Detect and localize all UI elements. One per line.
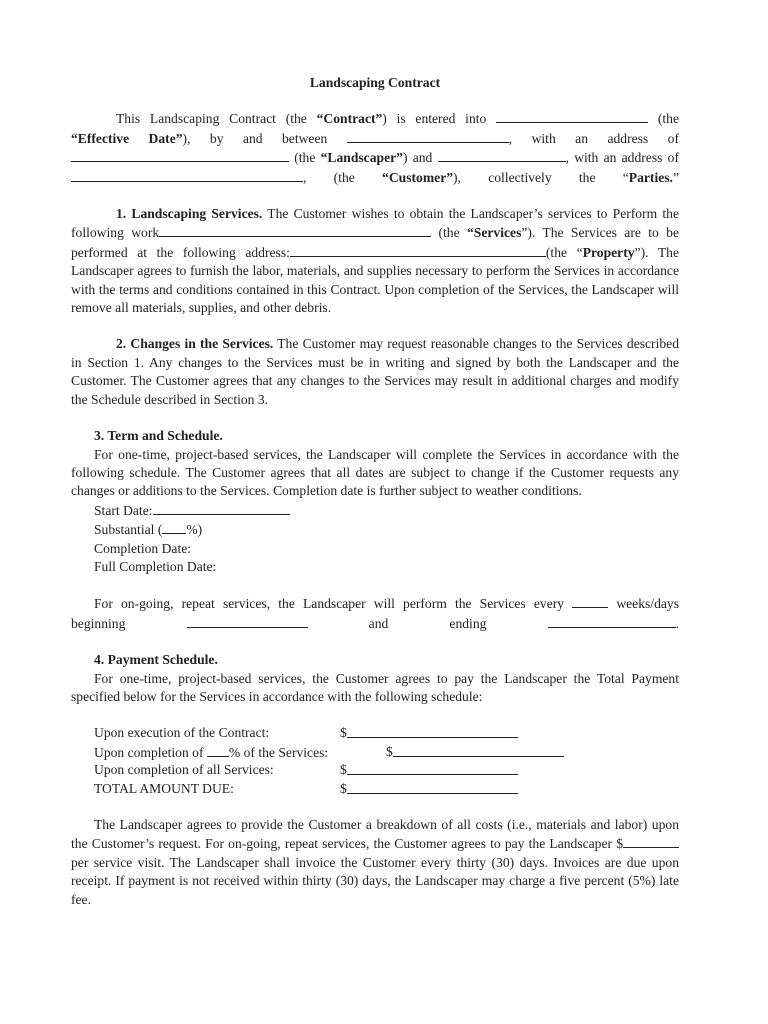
amount-field[interactable] <box>393 743 564 757</box>
payment-label <box>94 743 386 761</box>
section-heading: 2. Changes in the Services. <box>116 336 274 352</box>
start-date-label: Start Date: <box>94 502 153 518</box>
customer-term: “Customer” <box>382 169 454 185</box>
substantial-percent-field[interactable] <box>162 520 186 534</box>
section-heading: 3. Term and Schedule. <box>94 428 223 444</box>
section-1 <box>71 205 679 317</box>
amount-field[interactable] <box>347 761 518 775</box>
frequency-field[interactable] <box>572 594 608 608</box>
landscaper-term: “Landscaper” <box>320 150 403 166</box>
start-date-field[interactable] <box>153 501 290 515</box>
ongoing-text: For on-going, repeat services, the Landscaper will perform the Services every <box>94 596 565 612</box>
closing-text: The Landscaper agrees to provide the Customer a breakdown of all costs (i.e., materials and labor) upon the Customer’s request. For on-going, repeat services, the Customer agrees to pay the Landscaper $ <box>71 816 679 852</box>
intro-text: of <box>667 150 679 166</box>
property-address-field[interactable] <box>290 243 546 257</box>
payment-label-text: Upon completion of <box>94 744 204 760</box>
work-description-field[interactable] <box>159 223 431 237</box>
currency-symbol: $ <box>340 762 347 778</box>
ongoing-text: and ending <box>368 615 487 631</box>
payment-label: Upon execution of the Contract: <box>94 725 270 741</box>
substantial-label: Substantial ( <box>94 522 163 538</box>
percent-field[interactable] <box>207 743 229 757</box>
payment-label: TOTAL AMOUNT DUE: <box>94 780 234 796</box>
section-2 <box>71 335 679 409</box>
payment-row <box>71 743 679 761</box>
section-heading: 4. Payment Schedule. <box>94 652 218 668</box>
services-term: “Services <box>467 225 522 241</box>
customer-address-field[interactable] <box>71 168 303 182</box>
per-visit-amount-field[interactable] <box>623 834 679 848</box>
section-text: The Customer may request reasonable changes to the Services described in Section 1. Any changes to the Services must be in writing and signed by both the Landscaper and the Customer. The Customer agrees that any changes to the Services may result in additional charges and modify the Schedule described in Section 3. <box>71 336 679 407</box>
start-date-row <box>71 501 679 520</box>
effective-date-term: “Effective Date” <box>71 130 183 146</box>
contract-document <box>71 74 679 909</box>
payment-label: Upon completion of all Services: <box>94 762 274 778</box>
beginning-date-field[interactable] <box>187 614 308 628</box>
intro-paragraph <box>71 109 679 187</box>
intro-text: ), collectively the “ <box>453 169 629 185</box>
section-text: (the “ <box>545 244 583 260</box>
amount-field[interactable] <box>347 724 518 738</box>
section-text: The Customer wishes to obtain the Landscaper’s services to Perform the following work <box>71 206 679 241</box>
effective-date-field[interactable] <box>496 109 648 123</box>
payment-row <box>71 761 679 779</box>
intro-text: ” <box>672 169 679 185</box>
intro-text: ) and <box>402 150 433 166</box>
intro-text: ), by and between <box>182 130 328 146</box>
section-text: ”). The Landscaper agrees to furnish the labor, materials, and supplies necessary to perform the Services in accordance with the terms and conditions contained in this Contract. Upon completion of the Services, the Landscaper will remove all materials, supplies, and other debris. <box>71 244 680 316</box>
currency-symbol: $ <box>340 725 347 741</box>
currency-symbol: $ <box>340 780 347 796</box>
payment-row <box>71 780 679 798</box>
closing-paragraph <box>71 816 679 909</box>
ongoing-text: weeks/days <box>608 596 679 612</box>
parties-term: Parties. <box>628 169 673 185</box>
ongoing-services-paragraph <box>71 594 679 633</box>
intro-text: , (the <box>303 169 383 185</box>
amount-field[interactable] <box>347 780 518 794</box>
section-text: For one-time, project-based services, the Landscaper will complete the Services in accordance with the following schedule. The Customer agrees that all dates are subject to change if the Customer requests any changes or additions to the Services. Completion date is further subject to weather conditions. <box>71 446 679 499</box>
intro-text: , with an address of <box>508 130 679 146</box>
landscaper-name-field[interactable] <box>347 129 509 143</box>
intro-text: (the <box>294 150 321 166</box>
substantial-label: %) <box>186 522 203 538</box>
section-text: (the <box>431 225 467 241</box>
currency-symbol: $ <box>386 743 393 759</box>
intro-text: , with an address <box>565 150 663 166</box>
ongoing-text: beginning <box>71 615 126 631</box>
contract-term: “Contract” <box>316 111 383 127</box>
property-term: Property <box>582 244 635 260</box>
substantial-row <box>71 520 679 539</box>
section-text: ”). The Services are to be performed at the following address: <box>71 225 680 260</box>
section-3 <box>71 427 679 633</box>
section-text: For one-time, project-based services, the Customer agrees to pay the Landscaper the Total Payment specified below for the Services in accordance with the following schedule: <box>71 670 679 704</box>
landscaper-address-field[interactable] <box>71 148 289 162</box>
ongoing-text: . <box>675 615 679 631</box>
payment-label-text: % of the Services: <box>228 744 329 760</box>
full-completion-date-label: Full Completion Date: <box>94 558 217 574</box>
page-title: Landscaping Contract <box>309 75 441 90</box>
payment-row <box>71 724 679 742</box>
intro-text: (the <box>657 111 679 127</box>
intro-text: This Landscaping Contract (the <box>116 111 317 127</box>
ending-date-field[interactable] <box>548 614 676 628</box>
intro-text: ) is entered into <box>382 111 487 127</box>
customer-name-field[interactable] <box>438 148 566 162</box>
section-heading: 1. Landscaping Services. <box>116 206 263 222</box>
section-4 <box>71 651 679 909</box>
closing-text: per service visit. The Landscaper shall invoice the Customer every thirty (30) days. Invoices are due upon receipt. If payment is not received within thirty (30) days, the Landscaper may charge a five percent (5%) late fee. <box>71 854 679 907</box>
completion-date-label: Completion Date: <box>94 540 192 556</box>
